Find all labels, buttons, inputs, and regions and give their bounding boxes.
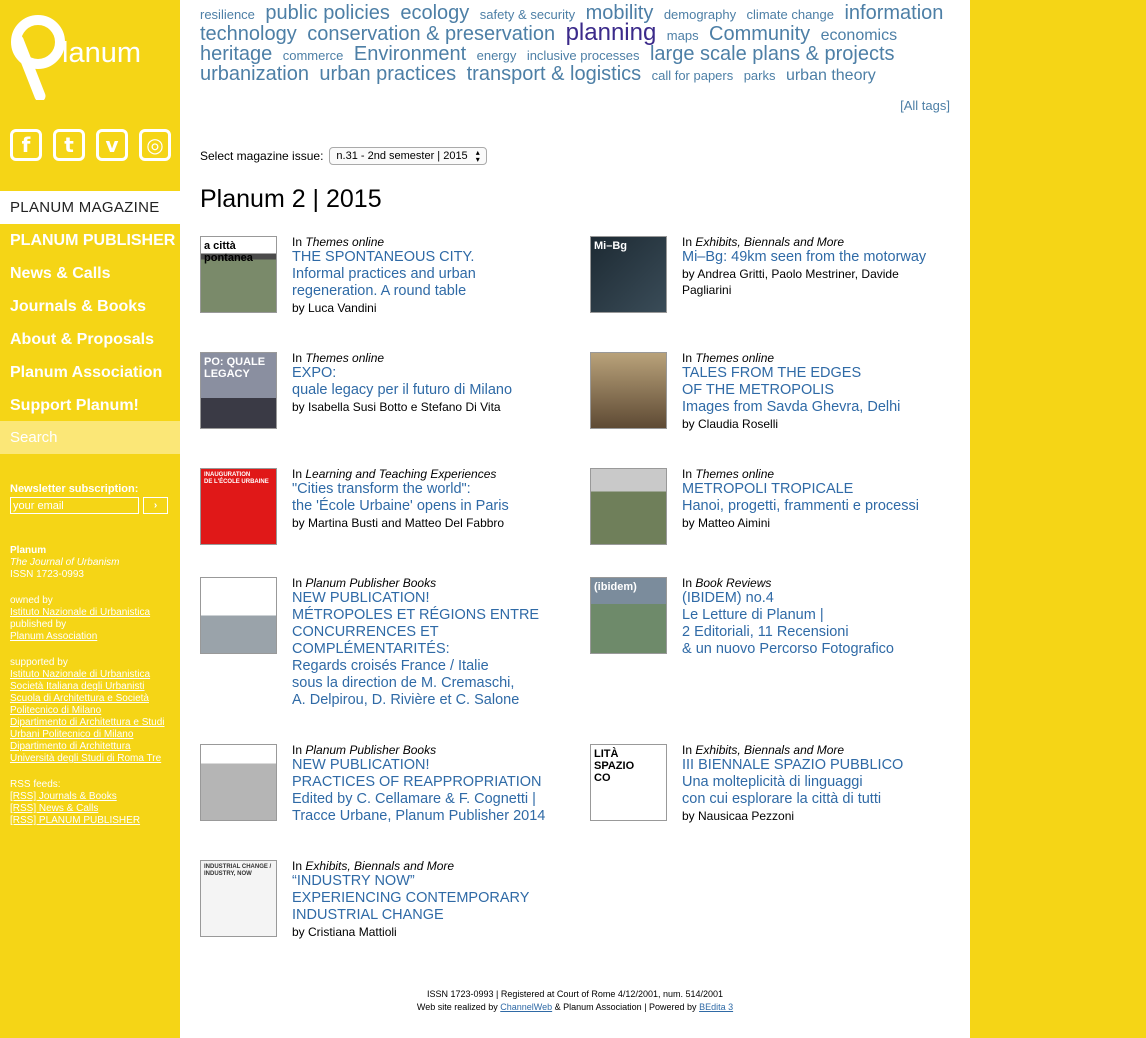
article-category-link[interactable]: Planum Publisher Books <box>305 576 437 590</box>
issue-select-label: Select magazine issue: <box>200 149 324 163</box>
article-category-link[interactable]: Themes online <box>305 351 385 365</box>
article-category <box>682 576 962 590</box>
article-title-link[interactable]: EXPO: quale legacy per il futuro di Milano <box>292 365 513 398</box>
newsletter-email-input[interactable] <box>10 497 139 514</box>
owned-by-label: owned by <box>10 595 53 606</box>
article-category-prefix: In <box>292 743 303 757</box>
supporter-link[interactable]: Dipartimento di Architettura e Studi Urbani Politecnico di Milano <box>10 717 165 740</box>
tag-link[interactable]: large scale plans & projects <box>649 43 895 65</box>
social-links <box>10 129 171 161</box>
rss-link[interactable]: [RSS] PLANUM PUBLISHER <box>10 815 141 826</box>
all-tags-link[interactable]: [All tags] <box>900 98 950 113</box>
article-category <box>682 743 962 757</box>
article-thumbnail[interactable] <box>200 744 277 821</box>
article-author: by Matteo Aimini <box>682 516 771 530</box>
supporter-link[interactable]: Scuola di Architettura e Società Politecnico di Milano <box>10 693 149 716</box>
article-category-prefix: In <box>292 351 303 365</box>
published-by-label: published by <box>10 619 67 630</box>
article-category-link[interactable]: Exhibits, Biennals and More <box>695 235 845 249</box>
nav-item-2[interactable]: News & Calls <box>10 265 111 282</box>
issuu-icon[interactable]: ◎ <box>139 129 171 161</box>
article-category-link[interactable]: Book Reviews <box>695 576 772 590</box>
article-category-prefix: In <box>682 467 693 481</box>
newsletter-label: Newsletter subscription: <box>10 483 139 495</box>
article-text <box>292 744 572 825</box>
owned-by-link[interactable]: Istituto Nazionale di Urbanistica <box>10 607 151 618</box>
footer-text-b: & Planum Association | Powered by <box>552 1002 700 1012</box>
article-card <box>590 352 962 432</box>
tag-link[interactable]: demography <box>663 7 737 22</box>
tag-link[interactable]: safety & security <box>479 7 576 22</box>
article-title-link[interactable]: NEW PUBLICATION! MÉTROPOLES ET RÉGIONS ENTRE CONCURRENCES ET COMPLÉMENTARITÉS: Regards croisés France / Italie sous la direction de M. Cremaschi, A. Delpirou, D. Rivière et C. Salone <box>292 590 540 708</box>
article-category-prefix: In <box>292 467 303 481</box>
info-title: Planum <box>10 545 47 556</box>
search-field[interactable]: Search <box>0 421 180 454</box>
article-title-link[interactable]: Mi–Bg: 49km seen from the motorway <box>682 249 927 265</box>
thumbnail-caption: LITÀ SPAZIO CO <box>594 748 635 785</box>
thumbnail-caption: a città pontanea <box>204 240 253 265</box>
article-category <box>292 576 572 590</box>
article-text <box>292 860 572 940</box>
thumbnail-caption: INAUGURATION DE L'ÉCOLE URBAINE <box>204 472 269 485</box>
article-category <box>292 351 572 365</box>
footer-line1: ISSN 1723-0993 | Registered at Court of Rome 4/12/2001, num. 514/2001 <box>426 989 724 999</box>
main-nav <box>0 191 180 454</box>
article-category-link[interactable]: Themes online <box>305 235 385 249</box>
article-author: by Cristiana Mattioli <box>292 925 397 939</box>
article-category-link[interactable]: Exhibits, Biennals and More <box>695 743 845 757</box>
article-thumbnail[interactable] <box>200 352 277 429</box>
article-text <box>292 577 572 709</box>
journal-info <box>10 545 175 841</box>
article-category-link[interactable]: Planum Publisher Books <box>305 743 437 757</box>
vimeo-icon[interactable]: v <box>96 129 128 161</box>
article-card <box>200 577 572 709</box>
article-thumbnail[interactable] <box>200 860 277 937</box>
tag-cloud <box>200 4 952 85</box>
article-card <box>200 860 572 940</box>
newsletter-submit-button[interactable]: › <box>143 497 168 514</box>
tag-link[interactable]: maps <box>666 28 699 43</box>
channelweb-link[interactable]: ChannelWeb <box>500 1002 553 1012</box>
twitter-icon[interactable]: t <box>53 129 85 161</box>
tag-link[interactable]: transport & logistics <box>466 63 642 85</box>
article-category-link[interactable]: Learning and Teaching Experiences <box>305 467 497 481</box>
tag-link[interactable]: heritage <box>200 43 273 65</box>
article-text <box>682 577 962 658</box>
page-title: Planum 2 | 2015 <box>200 185 382 213</box>
nav-item-3[interactable]: Journals & Books <box>10 298 147 315</box>
article-category <box>682 467 962 481</box>
nav-item-1[interactable]: PLANUM PUBLISHER <box>10 232 176 249</box>
article-category <box>292 467 572 481</box>
article-card <box>200 236 572 316</box>
planum-logo[interactable] <box>10 10 170 100</box>
tag-link[interactable]: information technology <box>200 2 944 45</box>
article-title-link[interactable]: THE SPONTANEOUS CITY. Informal practices and urban regeneration. A round table <box>292 249 476 299</box>
article-author: by Martina Busti and Matteo Del Fabbro <box>292 516 505 530</box>
article-author: by Claudia Roselli <box>682 417 779 431</box>
info-subtitle: The Journal of Urbanism <box>10 557 120 568</box>
article-title-link[interactable]: "Cities transform the world": the 'École Urbaine' opens in Paris <box>292 481 509 514</box>
article-category <box>682 235 962 249</box>
tag-link[interactable]: Community <box>709 23 811 45</box>
issue-selector <box>200 147 487 165</box>
nav-item-0[interactable]: PLANUM MAGAZINE <box>0 191 180 224</box>
article-category-prefix: In <box>292 235 303 249</box>
article-card <box>590 744 962 824</box>
supporter-link[interactable]: Istituto Nazionale di Urbanistica <box>10 669 151 680</box>
tag-link[interactable]: public policies <box>265 2 390 24</box>
nav-item-6[interactable]: Support Planum! <box>10 397 139 414</box>
nav-item-5[interactable]: Planum Association <box>10 364 163 381</box>
article-thumbnail[interactable] <box>200 236 277 313</box>
article-category-link[interactable]: Themes online <box>695 467 775 481</box>
article-category-prefix: In <box>682 235 693 249</box>
tag-link[interactable]: urban theory <box>785 67 876 84</box>
article-category-prefix: In <box>682 743 693 757</box>
article-author: by Isabella Susi Botto e Stefano Di Vita <box>292 400 501 414</box>
issue-select-value: n.31 - 2nd semester | 2015 <box>336 150 468 162</box>
tag-link[interactable]: conservation & preservation <box>307 23 556 45</box>
published-by-link[interactable]: Planum Association <box>10 631 98 642</box>
article-category <box>292 235 572 249</box>
article-category-prefix: In <box>682 351 693 365</box>
tag-link[interactable]: Environment <box>353 43 467 65</box>
article-thumbnail[interactable] <box>590 744 667 821</box>
article-title-link[interactable]: TALES FROM THE EDGES OF THE METROPOLIS Images from Savda Ghevra, Delhi <box>682 365 901 415</box>
article-card <box>590 468 962 545</box>
article-category <box>292 743 572 757</box>
tag-link[interactable]: ecology <box>400 2 470 24</box>
article-category-link[interactable]: Exhibits, Biennals and More <box>305 859 455 873</box>
thumbnail-caption: Mi–Bg <box>594 240 627 252</box>
article-title-link[interactable]: III BIENNALE SPAZIO PUBBLICO Una molteplicità di linguaggi con cui esplorare la città di tutti <box>682 757 904 807</box>
tag-link[interactable]: parks <box>743 68 776 83</box>
article-thumbnail[interactable] <box>590 236 667 313</box>
newsletter <box>10 483 168 514</box>
issue-select[interactable] <box>329 147 486 165</box>
bedita-link[interactable]: BEdita 3 <box>699 1002 734 1012</box>
article-category <box>292 859 572 873</box>
tag-link[interactable]: planning <box>565 19 657 46</box>
article-card <box>590 577 962 658</box>
article-category-prefix: In <box>292 859 303 873</box>
supporter-link[interactable]: Società Italiana degli Urbanisti <box>10 681 145 692</box>
article-card <box>590 236 962 313</box>
rss-label: RSS feeds: <box>10 779 61 790</box>
article-card <box>200 352 572 429</box>
main-content <box>180 0 970 1038</box>
article-author: by Andrea Gritti, Paolo Mestriner, Davide Pagliarini <box>682 267 899 297</box>
rss-link[interactable]: [RSS] Journals & Books <box>10 791 117 802</box>
tag-link[interactable]: urbanization <box>200 63 309 85</box>
rss-link[interactable]: [RSS] News & Calls <box>10 803 99 814</box>
article-text <box>682 468 962 545</box>
chevron-updown-icon: ▴ ▾ <box>475 148 480 164</box>
footer <box>180 988 970 1014</box>
tag-link[interactable]: resilience <box>200 7 255 22</box>
tag-link[interactable]: energy <box>476 48 517 63</box>
article-card <box>200 468 572 545</box>
supported-by-label: supported by <box>10 657 68 668</box>
article-card <box>200 744 572 825</box>
tag-link[interactable]: urban practices <box>319 63 457 85</box>
article-text <box>682 236 962 313</box>
tag-link[interactable]: economics <box>820 27 898 44</box>
article-title-link[interactable]: (IBIDEM) no.4 Le Letture di Planum | 2 Editoriali, 11 Recensioni & un nuovo Percorso Fotografico <box>682 590 894 657</box>
facebook-icon[interactable]: f <box>10 129 42 161</box>
info-issn: ISSN 1723-0993 <box>10 569 84 580</box>
article-title-link[interactable]: NEW PUBLICATION! PRACTICES OF REAPPROPRIATION Edited by C. Cellamare & F. Cognetti | Tracce Urbane, Planum Publisher 2014 <box>292 757 546 824</box>
article-category-prefix: In <box>292 576 303 590</box>
nav-item-4[interactable]: About & Proposals <box>10 331 155 348</box>
sidebar <box>0 0 180 1038</box>
article-category <box>682 351 962 365</box>
article-author: by Luca Vandini <box>292 301 377 315</box>
logo-text: lanum <box>62 37 141 69</box>
article-category-prefix: In <box>682 576 693 590</box>
article-author: by Nausicaa Pezzoni <box>682 809 795 823</box>
article-text <box>292 352 572 429</box>
article-thumbnail[interactable] <box>200 577 277 654</box>
article-thumbnail[interactable] <box>590 352 667 429</box>
thumbnail-caption: (ibidem) <box>594 581 637 593</box>
thumbnail-caption: PO: QUALE LEGACY <box>204 356 266 381</box>
tag-link[interactable]: mobility <box>585 2 654 24</box>
article-text <box>682 744 962 824</box>
article-text <box>292 468 572 545</box>
tag-link[interactable]: call for papers <box>651 68 734 83</box>
article-thumbnail[interactable] <box>200 468 277 545</box>
tag-link[interactable]: climate change <box>746 7 834 22</box>
article-title-link[interactable]: METROPOLI TROPICALE Hanoi, progetti, frammenti e processi <box>682 481 919 514</box>
tag-link[interactable]: inclusive processes <box>526 48 640 63</box>
tag-link[interactable]: commerce <box>282 48 344 63</box>
article-text <box>682 352 962 432</box>
article-thumbnail[interactable] <box>590 468 667 545</box>
article-thumbnail[interactable] <box>590 577 667 654</box>
thumbnail-caption: INDUSTRIAL CHANGE / INDUSTRY, NOW <box>204 864 272 877</box>
footer-text-a: Web site realized by <box>416 1002 501 1012</box>
supporter-link[interactable]: Dipartimento di Architettura Università degli Studi di Roma Tre <box>10 741 162 764</box>
article-category-link[interactable]: Themes online <box>695 351 775 365</box>
article-title-link[interactable]: “INDUSTRY NOW” EXPERIENCING CONTEMPORARY INDUSTRIAL CHANGE <box>292 873 530 923</box>
article-text <box>292 236 572 316</box>
